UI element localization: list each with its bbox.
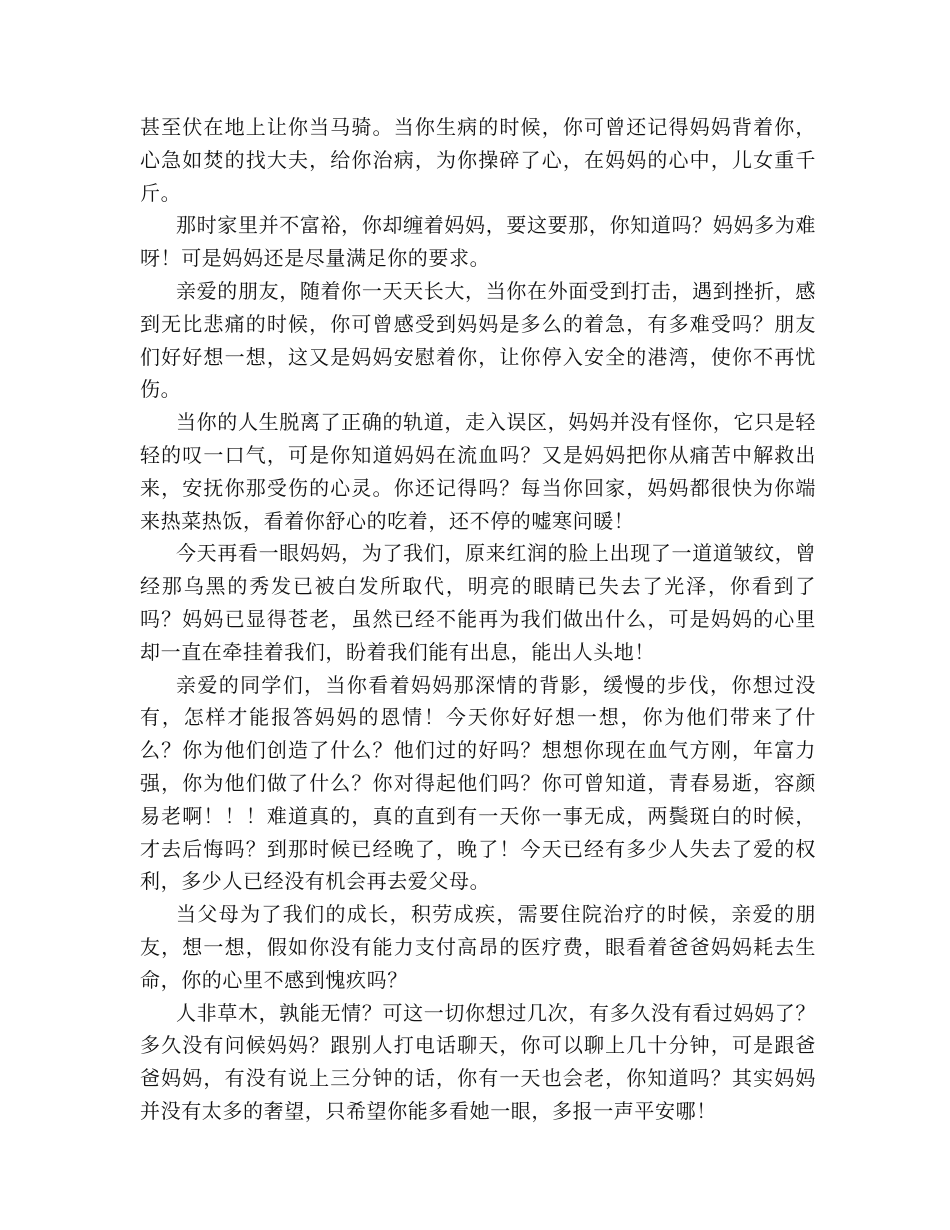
paragraph-3: 亲爱的朋友，随着你一天天长大，当你在外面受到打击，遇到挫折，感到无比悲痛的时候，你可曾感受到妈妈是多么的着急，有多难受吗？朋友们好好想一想，这又是妈妈安慰着你，让你停入安全的港湾，使你不再忧伤。 xyxy=(140,278,816,402)
paragraph-5: 今天再看一眼妈妈，为了我们，原来红润的脸上出现了一道道皱纹，曾经那乌黑的秀发已被白发所取代，明亮的眼睛已失去了光泽，你看到了吗？妈妈已显得苍老，虽然已经不能再为我们做出什么，可是妈妈的心里却一直在牵挂着我们，盼着我们能有出息，能出人头地！ xyxy=(140,541,816,664)
paragraph-7: 当父母为了我们的成长，积劳成疾，需要住院治疗的时候，亲爱的朋友，想一想，假如你没有能力支付高昂的医疗费，眼看着爸爸妈妈耗去生命，你的心里不感到愧疚吗？ xyxy=(140,902,816,992)
paragraph-8: 人非草木，孰能无情？可这一切你想过几次，有多久没有看过妈妈了？多久没有问候妈妈？跟别人打电话聊天，你可以聊上几十分钟，可是跟爸爸妈妈，有没有说上三分钟的话，你有一天也会老，你知道吗？其实妈妈并没有太多的奢望，只希望你能多看她一眼，多报一声平安哪！ xyxy=(140,1000,816,1123)
paragraph-2: 那时家里并不富裕，你却缠着妈妈，要这要那，你知道吗？妈妈多为难呀！可是妈妈还是尽量满足你的要求。 xyxy=(140,213,816,271)
paragraph-6: 亲爱的同学们，当你看着妈妈那深情的背影，缓慢的步伐，你想过没有，怎样才能报答妈妈的恩情！今天你好好想一想，你为他们带来了什么？你为他们创造了什么？他们过的好吗？想想你现在血气方刚，年富力强，你为他们做了什么？你对得起他们吗？你可曾知道，青春易逝，容颜易老啊！！！难道真的，真的直到有一天你一事无成，两鬓斑白的时候，才去后悔吗？到那时候已经晚了，晚了！今天已经有多少人失去了爱的权利，多少人已经没有机会再去爱父母。 xyxy=(140,672,816,894)
paragraph-1: 甚至伏在地上让你当马骑。当你生病的时候，你可曾还记得妈妈背着你，心急如焚的找大夫，给你治病，为你操碎了心，在妈妈的心中，儿女重千斤。 xyxy=(140,115,816,205)
document-body xyxy=(140,111,816,1128)
paragraph-4: 当你的人生脱离了正确的轨道，走入误区，妈妈并没有怪你，它只是轻轻的叹一口气，可是你知道妈妈在流血吗？又是妈妈把你从痛苦中解救出来，安抚你那受伤的心灵。你还记得吗？每当你回家，妈妈都很快为你端来热菜热饭，看着你舒心的吃着，还不停的嘘寒问暖！ xyxy=(140,410,816,533)
